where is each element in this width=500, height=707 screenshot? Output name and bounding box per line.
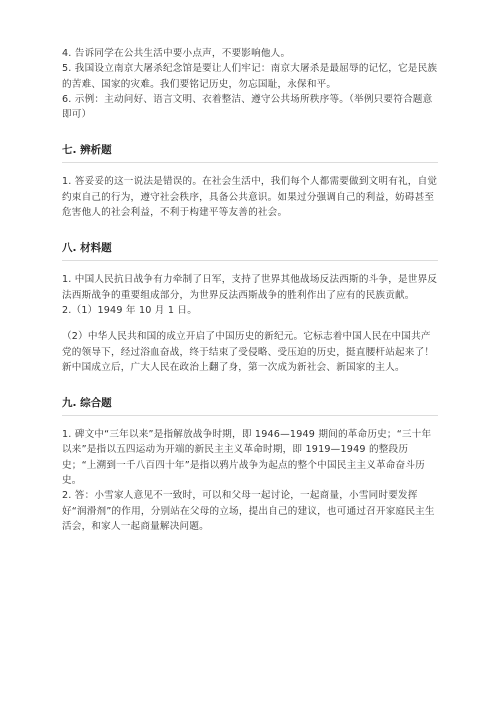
- section-header: [62, 395, 438, 416]
- answer-paragraph: 2. 答：小雪家人意见不一致时，可以和父母一起讨论，一起商量，小雪同时要发挥好“润滑剂”的作用，分别站在父母的立场，提出自己的建议，也可通过召开家庭民主生活会，和家人一起商量解决问题。: [62, 490, 435, 532]
- answer-paragraph: （2）中华人民共和国的成立开启了中国历史的新纪元。它标志着中国人民在中国共产党的领导下，经过浴血奋战，终于结束了受侵略、受压迫的历史，挺直腰杆站起来了！新中国成立后，广大人民在政治上翻了身，第一次成为新社会、新国家的主人。: [62, 331, 435, 373]
- answer-paragraph: 1. 中国人民抗日战争有力牵制了日军，支持了世界其他战场反法西斯的斗争，是世界反法西斯战争的重要组成部分，为世界反法西斯战争的胜利作出了应有的民族贡献。: [62, 274, 438, 301]
- answer-paragraph: 1. 答妥妥的这一说法是错误的。在社会生活中，我们每个人都需要做到文明有礼，自觉约束自己的行为，遵守社会秩序，具备公共意识。如果过分强调自己的利益，妨碍甚至危害他人的社会利益，不利于构建平等友善的社会。: [62, 176, 438, 219]
- answer-content: [62, 46, 438, 534]
- section-title: 九. 综合题: [62, 397, 112, 410]
- section-title: 七. 辨析题: [62, 144, 112, 157]
- answer-item: 6. 示例：主动问好、语言文明、衣着整洁、遵守公共场所秩序等。（举例只要符合题意即可）: [62, 93, 433, 121]
- section-header: [62, 240, 438, 261]
- answer-paragraph: 1. 碑文中“三年以来”是指解放战争时期，即 1946—1949 期间的革命历史；“三十年以来”是指以五四运动为开端的新民主主义革命时期，即 1919—1949 的整段历史；“上溯到一千八百四十年”是指以鸦片战争为起点的整个中国民主主义革命奋斗历史。: [62, 429, 432, 487]
- answer-item: 5. 我国设立南京大屠杀纪念馆是要让人们牢记：南京大屠杀是最屈辱的记忆，它是民族的苦难、国家的灾难。我们要铭记历史，勿忘国耻，永保和平。: [62, 63, 438, 90]
- answer-paragraph: 2.（1）1949 年 10 月 1 日。: [62, 304, 197, 316]
- section-header: [62, 142, 438, 163]
- section-title: 八. 材料题: [62, 242, 112, 255]
- answer-item: 4. 告诉同学在公共生活中要小点声，不要影响他人。: [62, 48, 291, 59]
